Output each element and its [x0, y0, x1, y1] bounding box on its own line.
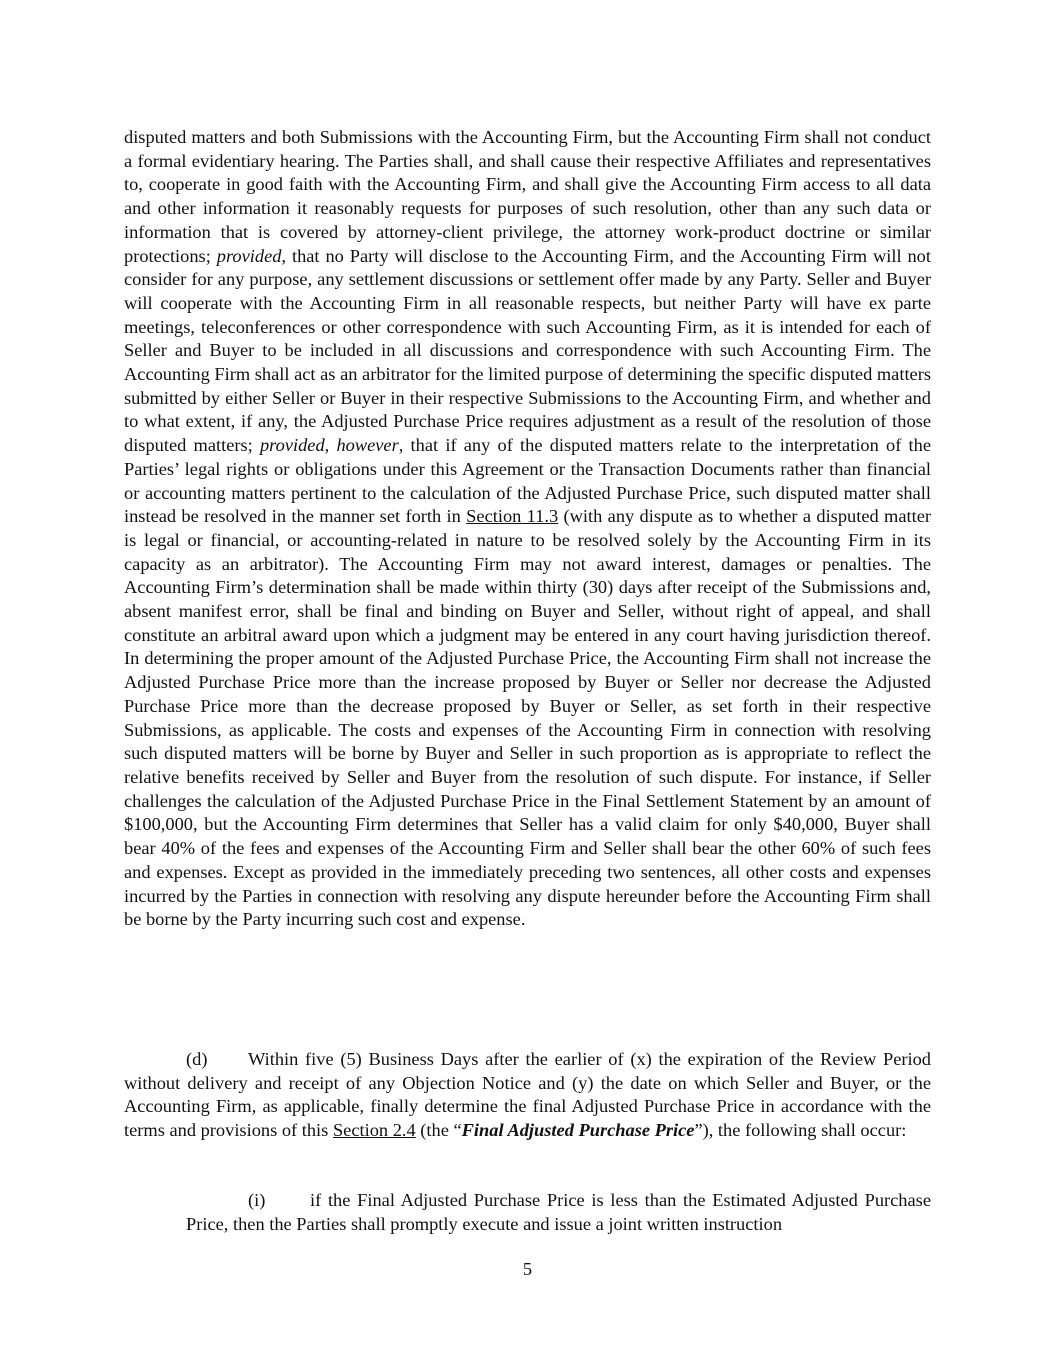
text-run: ”), the following shall occur:: [694, 1120, 907, 1141]
paragraph-d-label: (d): [186, 1049, 208, 1069]
text-run: if the Final Adjusted Purchase Price is less than the Estimated Adjusted Purchase Price, then the Parties shall promptly execute and issue a joint written instruction: [186, 1190, 931, 1234]
page-number: 5: [522, 1259, 533, 1279]
paragraph-d-i: [186, 1189, 931, 1236]
text-run: , that no Party will disclose to the Accounting Firm, and the Accounting Firm will not consider for any purpose, any settlement discussions or settlement offer made by any Party. Seller and Buyer will cooperate with the Accounting Firm in all reasonable respects, but neither Party will have ex parte meetings, teleconferences or other correspondence with such Accounting Firm, as it is intended for each of Seller and Buyer to be included in all discussions and correspondence with such Accounting Firm. The Accounting Firm shall act as an arbitrator for the limited purpose of determining the specific disputed matters submitted by either Seller or Buyer in their respective Submissions to the Accounting Firm, and whether and to what extent, if any, the Adjusted Purchase Price requires adjustment as a result of the resolution of those disputed matters;: [124, 245, 931, 456]
text-run: (with any dispute as to whether a disputed matter is legal or financial, or accounting-related in nature to be resolved solely by the Accounting Firm in its capacity as an arbitrator). The Accounting Firm may not award interest, damages or penalties. The Accounting Firm’s determination shall be made within thirty (30) days after receipt of the Submissions and, absent manifest error, shall be final and binding on Buyer and Seller, without right of appeal, and shall constitute an arbitral award upon which a judgment may be entered in any court having jurisdiction thereof. In determining the proper amount of the Adjusted Purchase Price, the Accounting Firm shall not increase the Adjusted Purchase Price more than the increase proposed by Buyer or Seller nor decrease the Adjusted Purchase Price more than the decrease proposed by Buyer or Seller, as set forth in their respective Submissions, as applicable. The costs and expenses of the Accounting Firm in connection with resolving such disputed matters will be borne by Buyer and Seller in such proportion as is appropriate to reflect the relative benefits received by Seller and Buyer from the resolution of such dispute. For instance, if Seller challenges the calculation of the Adjusted Purchase Price in the Final Settlement Statement by an amount of $100,000, but the Accounting Firm determines that Seller has a valid claim for only $40,000, Buyer shall bear 40% of the fees and expenses of the Accounting Firm and Seller shall bear the other 60% of such fees and expenses. Except as provided in the immediately preceding two sentences, all other costs and expenses incurred by the Parties in connection with resolving any dispute hereunder before the Accounting Firm shall be borne by the Party incurring such cost and expense.: [124, 506, 931, 930]
paragraph-d-i-label: (i): [248, 1190, 266, 1210]
text-run: (the “: [415, 1120, 462, 1141]
italic-provided-however: provided, however: [259, 435, 399, 456]
defined-term-final-adjusted-purchase-price: Final Adjusted Purchase Price: [461, 1120, 695, 1141]
paragraph-d: [124, 1048, 931, 1143]
text-run: disputed matters and both Submissions with the Accounting Firm, but the Accounting Firm shall not conduct a formal evidentiary hearing. The Parties shall, and shall cause their respective Affiliates and representatives to, cooperate in good faith with the Accounting Firm, and shall give the Accounting Firm access to all data and other information it reasonably requests for purposes of such resolution, other than any such data or information that is covered by attorney-client privilege, the attorney work-product doctrine or similar protections;: [124, 127, 931, 266]
section-11-3-reference: Section 11.3: [466, 506, 559, 527]
paragraph-c-continued: [124, 126, 931, 932]
section-2-4-reference: Section 2.4: [332, 1120, 416, 1141]
text-run: Within five (5) Business Days after the earlier of (x) the expiration of the Review Period without delivery and receipt of any Objection Notice and (y) the date on which Seller and Buyer, or the Accounting Firm, as applicable, finally determine the final Adjusted Purchase Price in accordance with the terms and provisions of this: [124, 1049, 931, 1141]
italic-provided: provided: [216, 245, 282, 266]
text-run: , that if any of the disputed matters relate to the interpretation of the Parties’ legal rights or obligations under this Agreement or the Transaction Documents rather than financial or accounting matters pertinent to the calculation of the Adjusted Purchase Price, such disputed matter shall instead be resolved in the manner set forth in: [124, 435, 931, 527]
